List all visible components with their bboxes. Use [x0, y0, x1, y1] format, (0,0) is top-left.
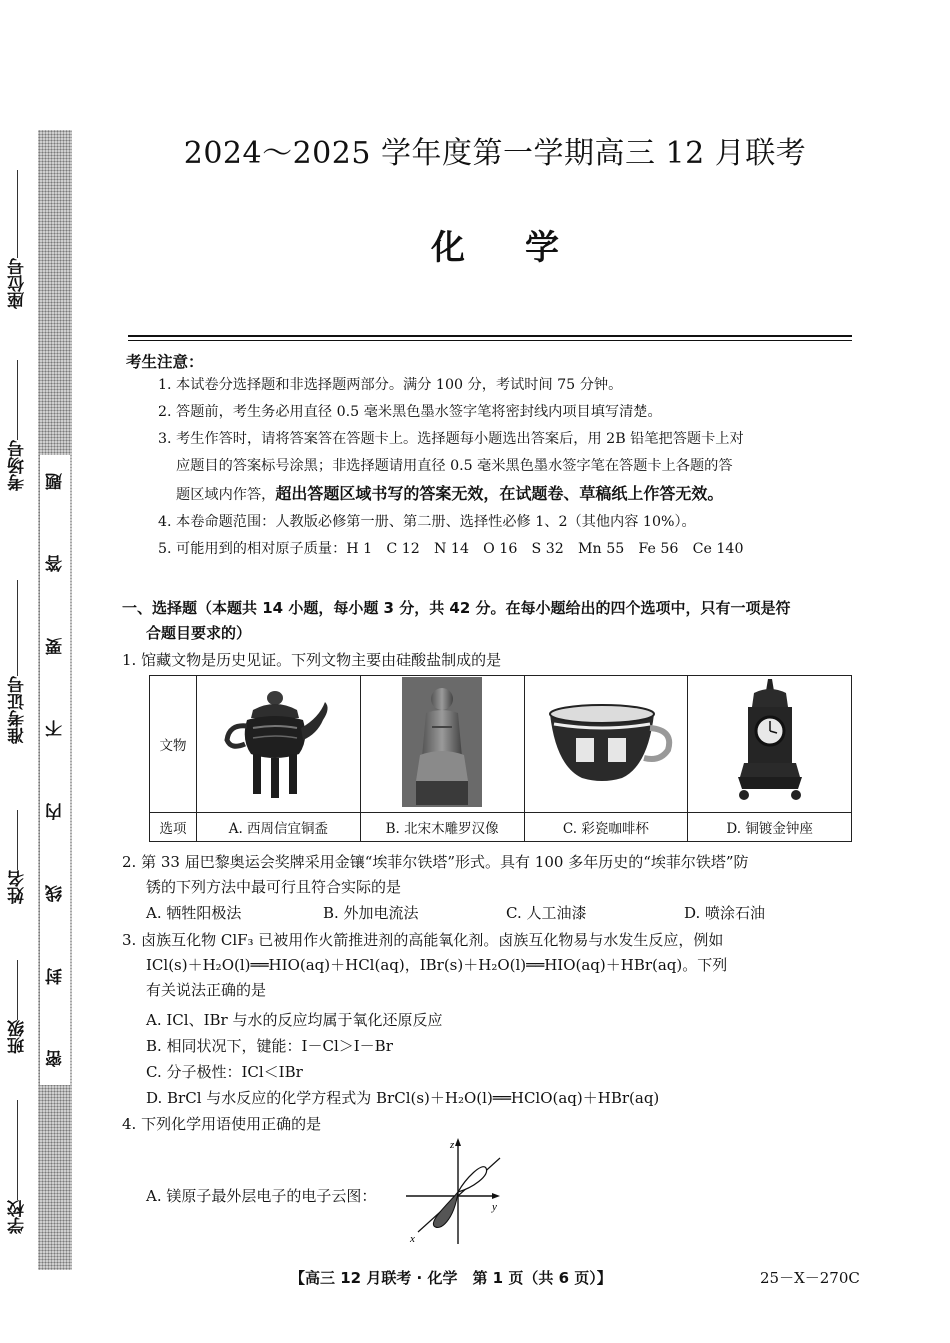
notice-item-3: 3. 考生作答时，请将答案答在答题卡上。选择题每小题选出答案后，用 2B 铅笔把答题卡上对 — [158, 431, 744, 447]
seat-number-field — [2, 170, 32, 309]
notice-warning: 超出答题区域书写的答案无效，在试题卷、草稿纸上作答无效。 — [275, 484, 724, 503]
question-4-stem: 4. 下列化学用语使用正确的是 — [122, 1115, 322, 1133]
upper-orbital-lobe — [458, 1167, 487, 1192]
artifact-d-image — [688, 676, 852, 813]
seat-number-label: 座位号 — [7, 258, 28, 309]
section-heading-line-2: 合题目要求的） — [146, 624, 252, 642]
notice-item-1: 1. 本试卷分选择题和非选择题两部分。满分 100 分，考试时间 75 分钟。 — [158, 377, 623, 393]
class-underline — [17, 960, 18, 1020]
section-heading — [122, 596, 858, 646]
notice-item-3-cont: 应题目的答案标号涂黑；非选择题请用直径 0.5 毫米黑色墨水签字笔在答题卡上各题的答 — [176, 458, 733, 474]
seal-notice — [40, 455, 70, 1085]
option-a-caption: A. 西周信宜铜盉 — [197, 813, 361, 842]
question-3-option-d: D. BrCl 与水反应的化学方程式为 BrCl(s)＋H₂O(l)══HClO(aq)＋HBr(aq) — [146, 1089, 660, 1107]
paper-code: 25－X－270C — [760, 1269, 860, 1287]
exam-title: 2024～2025 学年度第一学期高三 12 月联考 — [183, 136, 807, 171]
z-axis-label: z — [450, 1139, 455, 1151]
notice-item-5: 5. 可能用到的相对原子质量：H 1 C 12 N 14 O 16 S 32 Mn 55 Fe 56 Ce 140 — [158, 541, 744, 557]
question-3-stem-line-2: ICl(s)＋H₂O(l)══HIO(aq)＋HCl(aq)，IBr(s)＋H₂O(l)══HIO(aq)＋HBr(aq)。下列 — [146, 956, 728, 974]
notice-item-4: 4. 本卷命题范围：人教版必修第一册、第二册、选择性必修 1、2（其他内容 10%）。 — [158, 514, 696, 530]
notice-item-2: 2. 答题前，考生务必用直径 0.5 毫米黑色墨水签字笔将密封线内项目填写清楚。 — [158, 404, 662, 420]
bronze-vessel-icon — [213, 678, 343, 806]
option-c-caption: C. 彩瓷咖啡杯 — [524, 813, 688, 842]
name-label: 姓名 — [7, 870, 28, 904]
question-2-option-a: A. 牺牲阳极法 — [146, 904, 242, 922]
question-2-option-c: C. 人工油漆 — [506, 904, 587, 922]
question-2-option-d: D. 喷涂石油 — [684, 904, 766, 922]
artifact-b-image — [360, 676, 524, 813]
question-3-option-a: A. ICl、IBr 与水的反应均属于氧化还原反应 — [146, 1011, 443, 1029]
seal-char-6: 要 — [45, 637, 66, 655]
artifact-c-image — [524, 676, 688, 813]
option-row-header: 选项 — [150, 813, 197, 842]
question-2-stem-line-1: 2. 第 33 届巴黎奥运会奖牌采用金镶“埃菲尔铁塔”形式。具有 100 多年历史的“埃菲尔铁塔”防 — [122, 853, 749, 871]
x-axis-label: x — [410, 1233, 415, 1245]
gilded-clock-icon — [730, 677, 810, 807]
notice-item-3-end — [158, 480, 858, 509]
admission-number-label: 准考证号 — [7, 676, 28, 744]
x-axis-line — [418, 1158, 500, 1232]
page-footer: 【高三 12 月联考 · 化学 第 1 页（共 6 页）】 — [290, 1269, 612, 1287]
electron-cloud-diagram — [400, 1136, 520, 1248]
notice-list — [158, 372, 858, 563]
question-4-option-a: A. 镁原子最外层电子的电子云图： — [146, 1187, 377, 1205]
seat-number-underline — [17, 170, 18, 258]
question-2-option-b: B. 外加电流法 — [323, 904, 419, 922]
seal-char-4: 内 — [45, 802, 66, 820]
exam-room-underline — [17, 360, 18, 440]
title-rule-thin — [128, 340, 852, 341]
lower-orbital-lobe — [433, 1192, 458, 1228]
school-underline — [17, 1100, 18, 1200]
class-field — [2, 960, 32, 1054]
artifact-table — [149, 675, 852, 842]
seal-char-3: 线 — [45, 885, 66, 903]
porcelain-cup-icon — [536, 692, 676, 792]
admission-number-field — [2, 580, 32, 744]
z-axis-arrow — [455, 1138, 461, 1146]
admission-number-underline — [17, 580, 18, 676]
title-rule-thick — [128, 335, 852, 337]
y-axis-label: y — [492, 1201, 497, 1213]
seal-char-2: 封 — [45, 967, 66, 985]
section-heading-line-1: 一、选择题（本题共 14 小题，每小题 3 分，共 42 分。在每小题给出的四个选项中，只有一项是符 — [122, 599, 791, 617]
option-b-caption: B. 北宋木雕罗汉像 — [360, 813, 524, 842]
question-2-stem-line-2: 锈的下列方法中最可行且符合实际的是 — [146, 878, 402, 896]
seal-char-7: 答 — [45, 555, 66, 573]
seal-char-5: 不 — [45, 720, 66, 738]
seal-strip — [38, 130, 72, 1270]
seal-char-1: 密 — [45, 1049, 66, 1067]
question-3-stem-line-3: 有关说法正确的是 — [146, 981, 267, 999]
question-3-stem — [122, 928, 858, 1003]
artifact-a-image — [197, 676, 361, 813]
option-d-caption: D. 铜镀金钟座 — [688, 813, 852, 842]
notice-heading: 考生注意： — [126, 353, 204, 371]
question-3-option-c: C. 分子极性：ICl＜IBr — [146, 1063, 303, 1081]
notice-item-3-end-a: 题区域内作答， — [176, 487, 276, 503]
y-axis-arrow — [492, 1193, 500, 1199]
school-field — [2, 1100, 32, 1234]
question-2-stem — [122, 850, 858, 900]
school-label: 学校 — [7, 1200, 28, 1234]
class-label: 班级 — [7, 1020, 28, 1054]
exam-room-label: 考场号 — [7, 440, 28, 491]
subject-title: 化学 — [431, 228, 619, 268]
question-1-stem: 1. 馆藏文物是历史见证。下列文物主要由硅酸盐制成的是 — [122, 651, 502, 669]
name-underline — [17, 810, 18, 870]
question-3-stem-line-1: 3. 卤族互化物 ClF₃ 已被用作火箭推进剂的高能氧化剂。卤族互化物易与水发生反应，例如 — [122, 931, 724, 949]
seal-char-8: 题 — [45, 473, 66, 490]
artifact-row-header: 文物 — [150, 676, 197, 813]
name-field — [2, 810, 32, 904]
exam-room-field — [2, 360, 32, 491]
question-3-option-b: B. 相同状况下，键能：I－Cl＞I－Br — [146, 1037, 393, 1055]
wooden-arhat-statue-icon — [402, 677, 482, 807]
binding-info — [0, 170, 34, 1250]
